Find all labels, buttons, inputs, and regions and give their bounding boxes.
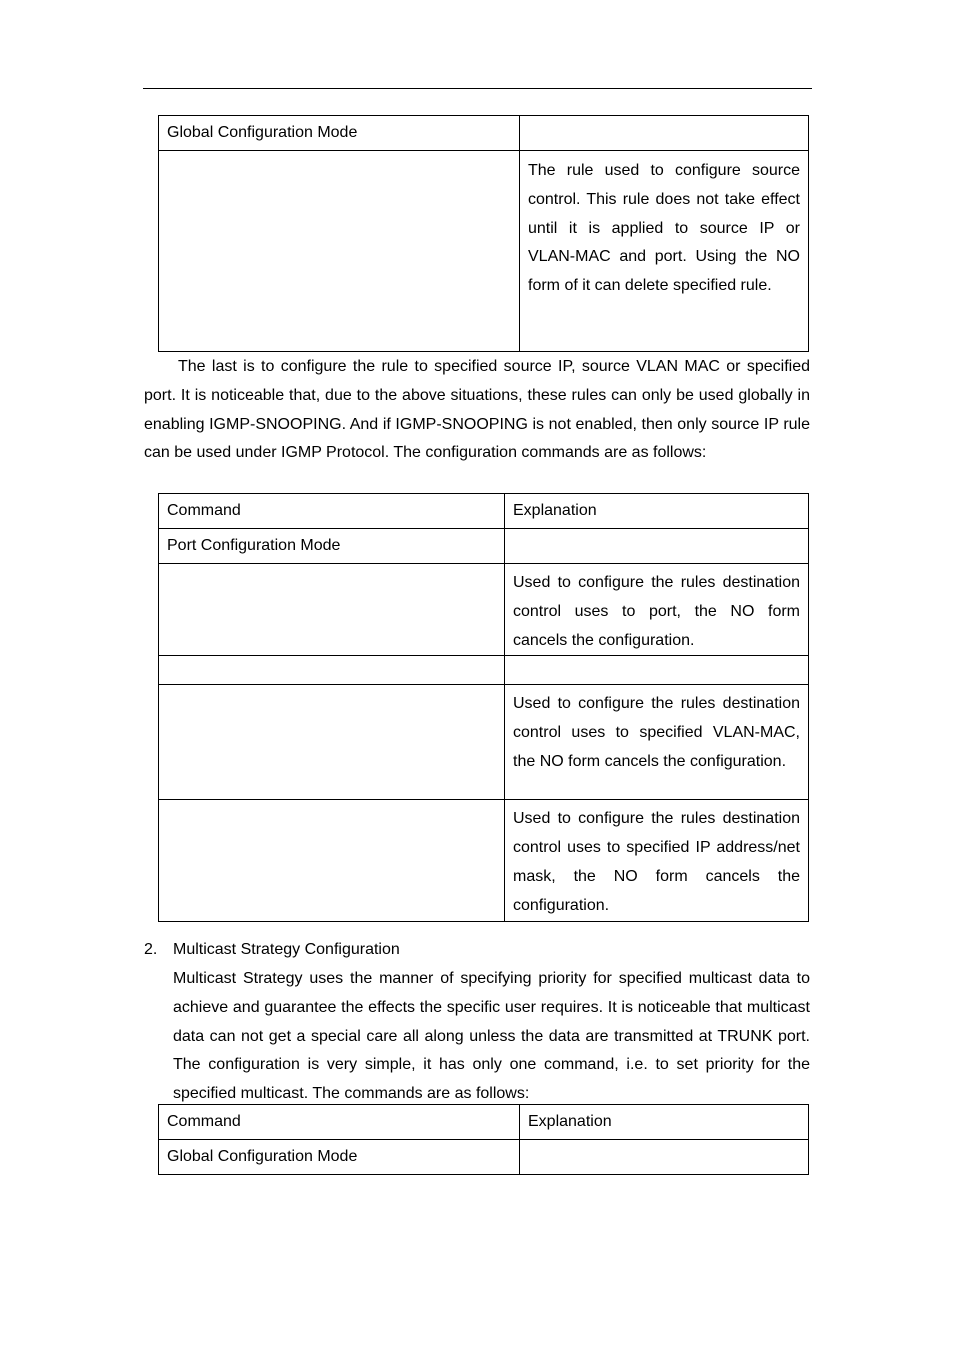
table-header-row [159,1105,809,1140]
table-row [159,656,809,685]
column-header-explanation: Explanation [505,494,809,529]
command-cell [159,151,520,352]
mode-cell: Global Configuration Mode [159,1140,520,1175]
table-row [159,116,809,151]
empty-cell [520,116,809,151]
body-paragraph: The last is to configure the rule to specified source IP, source VLAN MAC or specified port. It is noticeable that, due to the above situations, these rules can only be used globally in enabling IGMP-SNOOPING. And if IGMP-SNOOPING is not enabled, then only source IP rule can be used under IGMP Protocol. The configuration commands are as follows: [144,358,810,462]
command-cell [159,800,505,921]
explanation-cell: Used to configure the rules destination control uses to port, the NO form cancels the configuration. [505,564,809,656]
table-row [159,529,809,564]
table-row [159,151,809,352]
explanation-cell: Used to configure the rules destination control uses to specified VLAN-MAC, the NO form cancels the configuration. [505,685,809,800]
source-control-table [158,115,809,352]
explanation-cell: Used to configure the rules destination control uses to specified IP address/net mask, the NO form cancels the configuration. [505,800,809,921]
empty-cell [505,529,809,564]
section-body: Multicast Strategy uses the manner of specifying priority for specified multicast data to achieve and guarantee the effects the specific user requires. It is noticeable that multicast data can not get a special care all along unless the data are transmitted at TRUNK port. The configuration is very simple, it has only one command, i.e. to set priority for the specified multicast. The commands are as follows: [173,970,810,1103]
column-header-explanation: Explanation [520,1105,809,1140]
command-cell [159,564,505,656]
column-header-command: Command [159,1105,520,1140]
table-row [159,564,809,656]
empty-cell [520,1140,809,1175]
multicast-strategy-table [158,1104,809,1175]
explanation-cell: The rule used to configure source control. This rule does not take effect until it is applied to source IP or VLAN-MAC and port. Using the NO form of it can delete specified rule. [520,151,809,352]
table-row [159,800,809,921]
table-header-row [159,494,809,529]
section-title: Multicast Strategy Configuration [173,941,400,958]
mode-cell: Port Configuration Mode [159,529,505,564]
explanation-cell [505,656,809,685]
destination-control-table [158,493,809,922]
column-header-command: Command [159,494,505,529]
table-row [159,1140,809,1175]
section-number: 2. [144,941,158,958]
mode-cell: Global Configuration Mode [159,116,520,151]
header-rule [143,88,812,89]
command-cell [159,656,505,685]
table-row [159,685,809,800]
command-cell [159,685,505,800]
